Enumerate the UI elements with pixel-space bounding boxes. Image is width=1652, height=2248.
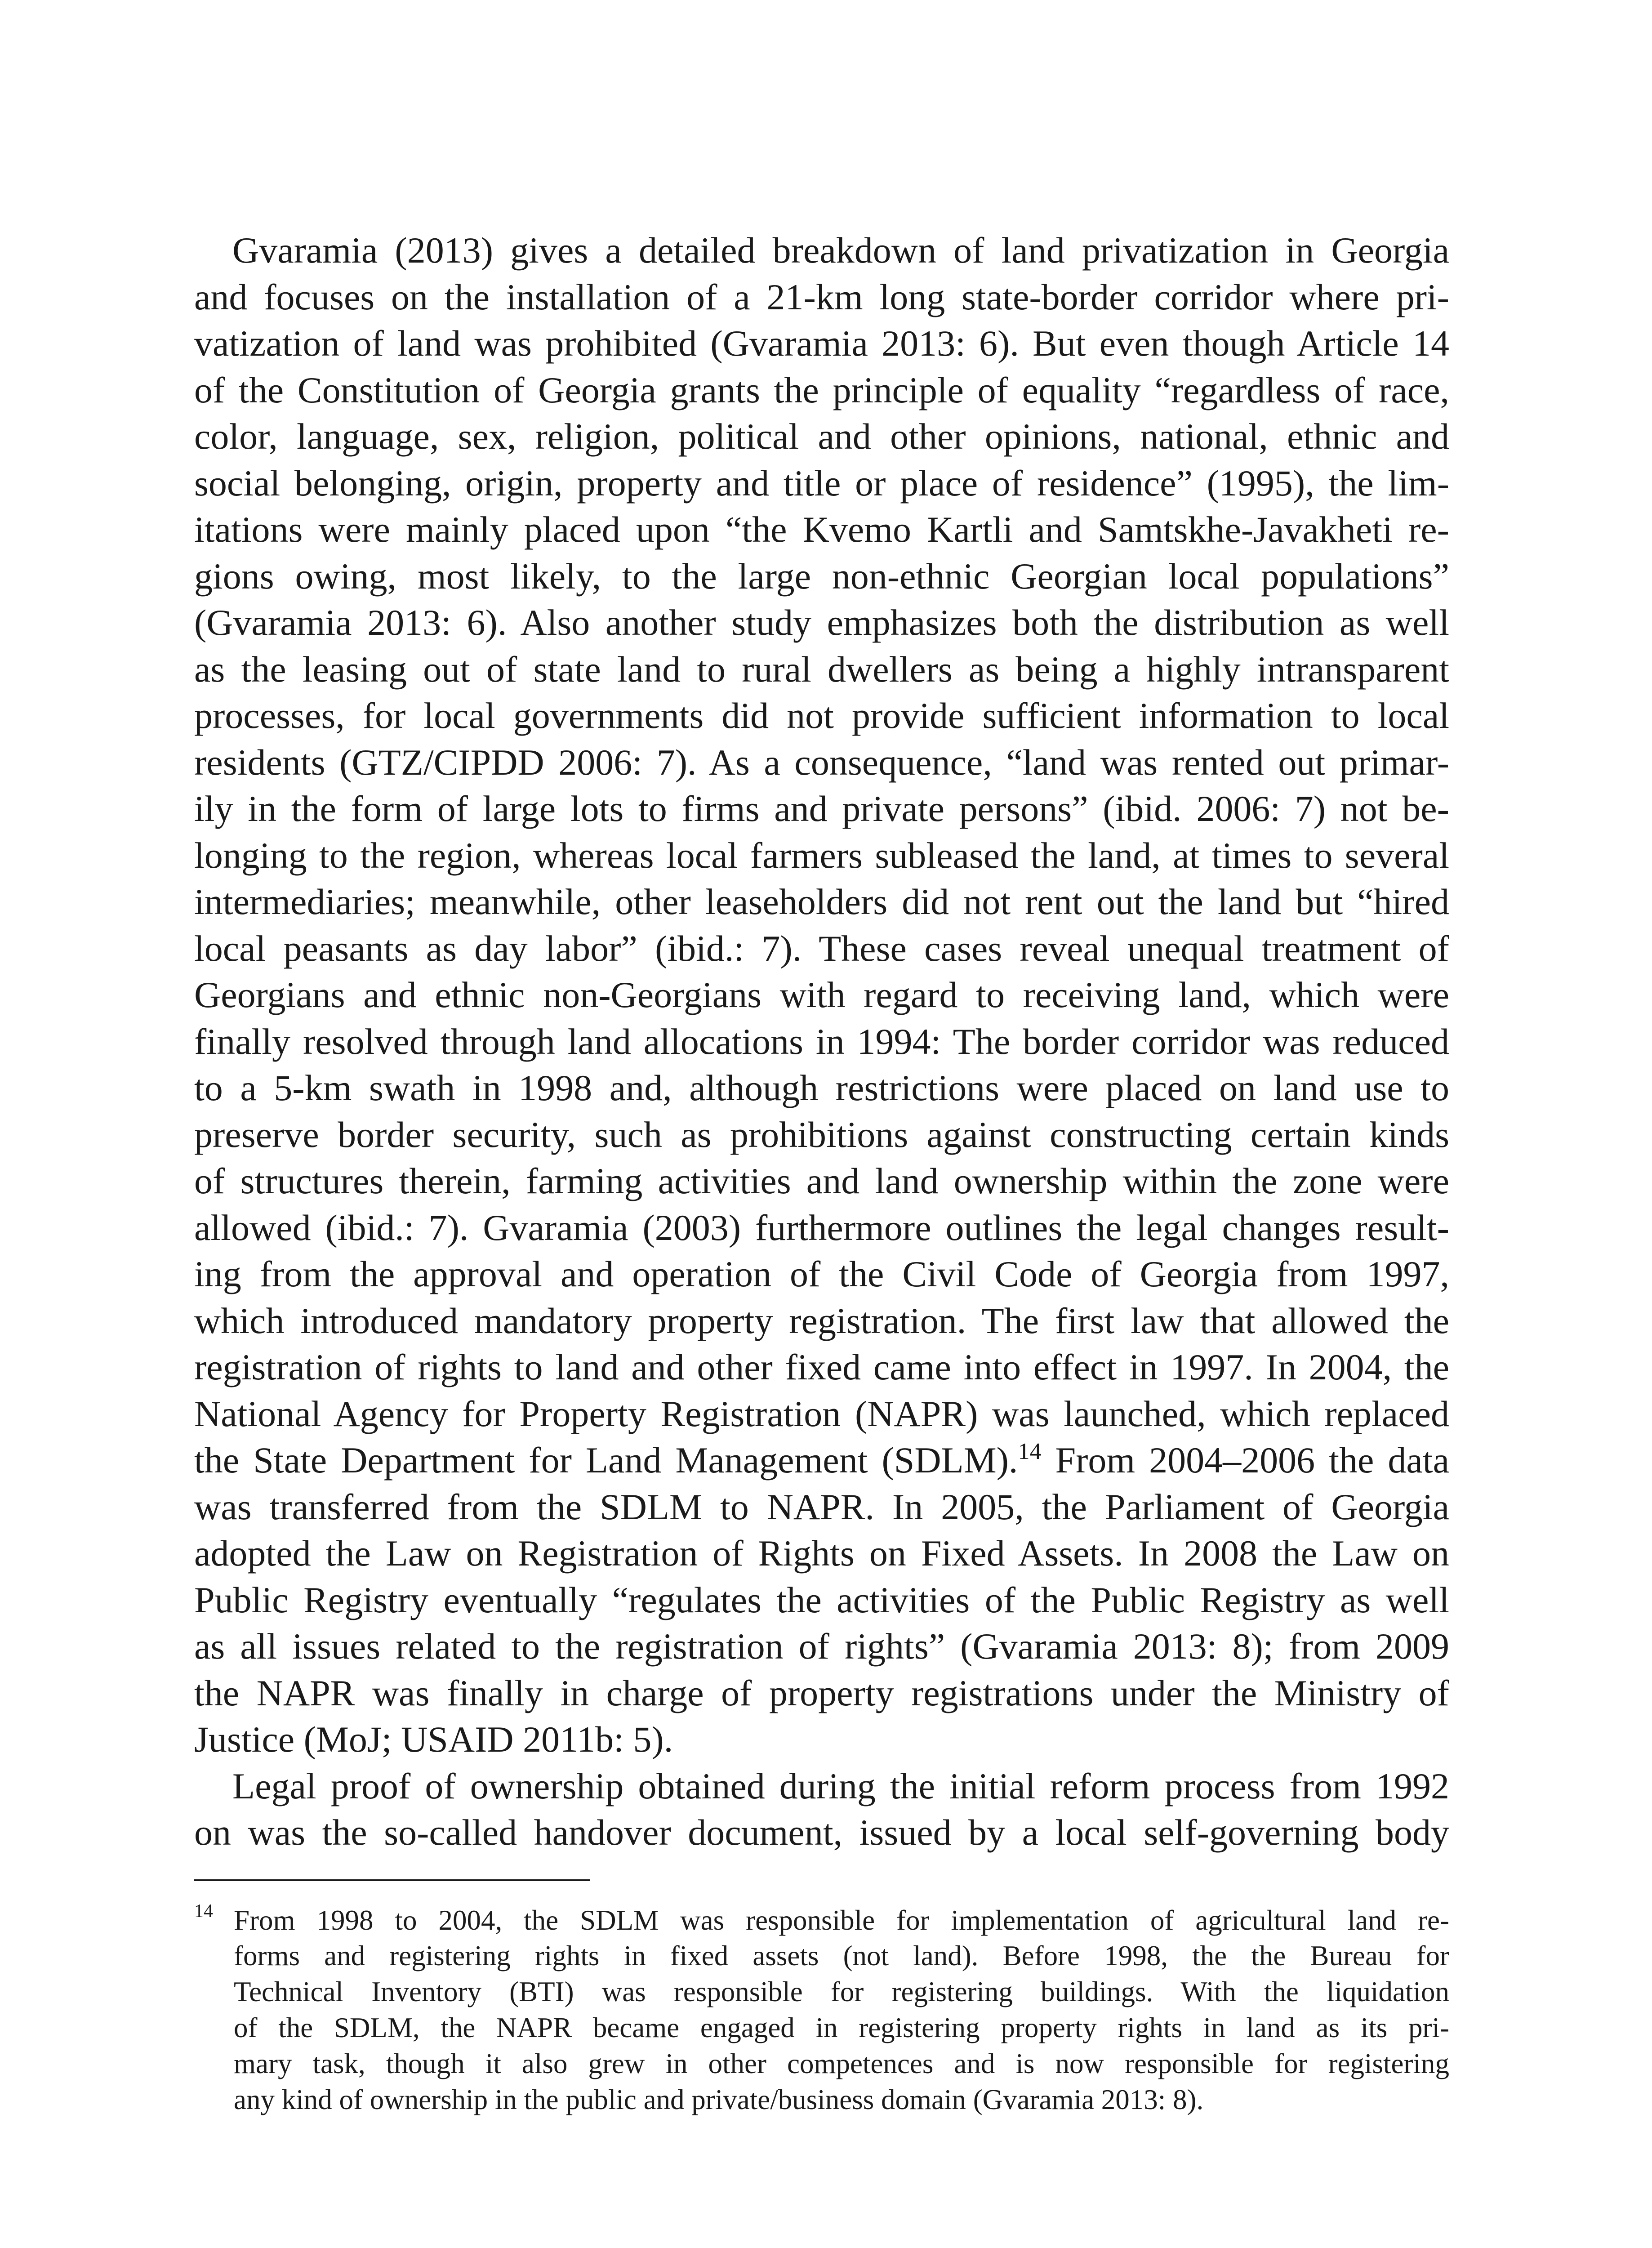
body-line: longing to the region, whereas local farmers subleased the land, at times to several <box>194 834 1449 876</box>
body-text-segment: From 2004–2006 the data <box>1041 1440 1449 1481</box>
body-line: allowed (ibid.: 7). Gvaramia (2003) furthermore outlines the legal changes result- <box>194 1207 1449 1248</box>
body-line: gions owing, most likely, to the large non-ethnic Georgian local populations” <box>194 555 1449 597</box>
body-line: vatization of land was prohibited (Gvaramia 2013: 6). But even though Article 14 <box>194 323 1449 364</box>
body-line: adopted the Law on Registration of Rights on Fixed Assets. In 2008 the Law on <box>194 1533 1449 1574</box>
body-text-segment: the State Department for Land Management (SDLM). <box>194 1440 1018 1481</box>
body-line: registration of rights to land and other fixed came into effect in 1997. In 2004, the <box>194 1347 1449 1387</box>
body-line: local peasants as day labor” (ibid.: 7). These cases reveal unequal treatment of <box>194 928 1449 969</box>
body-line: color, language, sex, religion, political and other opinions, national, ethnic and <box>194 416 1449 457</box>
body-line: finally resolved through land allocations in 1994: The border corridor was reduced <box>194 1021 1449 1062</box>
footnote-separator <box>194 1879 590 1881</box>
footnote <box>194 1902 1449 2118</box>
body-line: itations were mainly placed upon “the Kvemo Kartli and Samtskhe-Javakheti re- <box>194 509 1449 550</box>
body-line: National Agency for Property Registration (NAPR) was launched, which replaced <box>194 1393 1449 1434</box>
footnote-line: forms and registering rights in fixed assets (not land). Before 1998, the the Bureau for <box>234 1940 1449 1971</box>
body-line: which introduced mandatory property registration. The first law that allowed the <box>194 1300 1449 1341</box>
body-line: social belonging, origin, property and title or place of residence” (1995), the lim- <box>194 462 1449 504</box>
body-line: of structures therein, farming activities and land ownership within the zone were <box>194 1160 1449 1201</box>
footnote-line: mary task, though it also grew in other competences and is now responsible for registering <box>234 2048 1449 2079</box>
body-text <box>194 227 1449 1856</box>
body-line: ily in the form of large lots to firms and private persons” (ibid. 2006: 7) not be- <box>194 788 1449 829</box>
body-line: was transferred from the SDLM to NAPR. In 2005, the Parliament of Georgia <box>194 1486 1449 1527</box>
body-line: ing from the approval and operation of the Civil Code of Georgia from 1997, <box>194 1253 1449 1294</box>
body-line-with-note <box>194 1437 1449 1484</box>
footnote-line: any kind of ownership in the public and private/business domain (Gvaramia 2013: 8). <box>234 2084 1204 2115</box>
footnote-line: Technical Inventory (BTI) was responsible for registering buildings. With the liquidation <box>234 1976 1449 2007</box>
body-line: Georgians and ethnic non-Georgians with regard to receiving land, which were <box>194 974 1449 1015</box>
footnote-marker: 14 <box>194 1901 213 1922</box>
body-line: residents (GTZ/CIPDD 2006: 7). As a consequence, “land was rented out primar- <box>194 741 1449 783</box>
body-line: the NAPR was finally in charge of property registrations under the Ministry of <box>194 1672 1449 1713</box>
body-line: (Gvaramia 2013: 6). Also another study emphasizes both the distribution as well <box>194 602 1449 643</box>
body-line: of the Constitution of Georgia grants the principle of equality “regardless of race, <box>194 369 1449 410</box>
body-line: and focuses on the installation of a 21-km long state-border corridor where pri- <box>194 276 1449 317</box>
body-line: as all issues related to the registration of rights” (Gvaramia 2013: 8); from 2009 <box>194 1626 1449 1667</box>
body-line: Gvaramia (2013) gives a detailed breakdown of land privatization in Georgia <box>232 230 1449 271</box>
body-line: Legal proof of ownership obtained during the initial reform process from 1992 <box>232 1765 1449 1806</box>
body-line: to a 5-km swath in 1998 and, although restrictions were placed on land use to <box>194 1067 1449 1108</box>
footnote-line <box>194 1902 1449 1938</box>
footnote-text: From 1998 to 2004, the SDLM was responsible for implementation of agricultural land re- <box>234 1905 1449 1936</box>
body-line: as the leasing out of state land to rural dwellers as being a highly intransparent <box>194 648 1449 690</box>
footnote-line: of the SDLM, the NAPR became engaged in registering property rights in land as its pri- <box>234 2012 1449 2043</box>
body-line: Justice (MoJ; USAID 2011b: 5). <box>194 1719 673 1760</box>
body-line: on was the so-called handover document, issued by a local self-governing body <box>194 1812 1449 1853</box>
body-line: Public Registry eventually “regulates the activities of the Public Registry as well <box>194 1579 1449 1620</box>
body-line: intermediaries; meanwhile, other leaseholders did not rent out the land but “hired <box>194 881 1449 922</box>
body-line: processes, for local governments did not provide sufficient information to local <box>194 695 1449 736</box>
footnote-reference[interactable]: 14 <box>1018 1439 1042 1464</box>
body-line: preserve border security, such as prohibitions against constructing certain kinds <box>194 1114 1449 1155</box>
